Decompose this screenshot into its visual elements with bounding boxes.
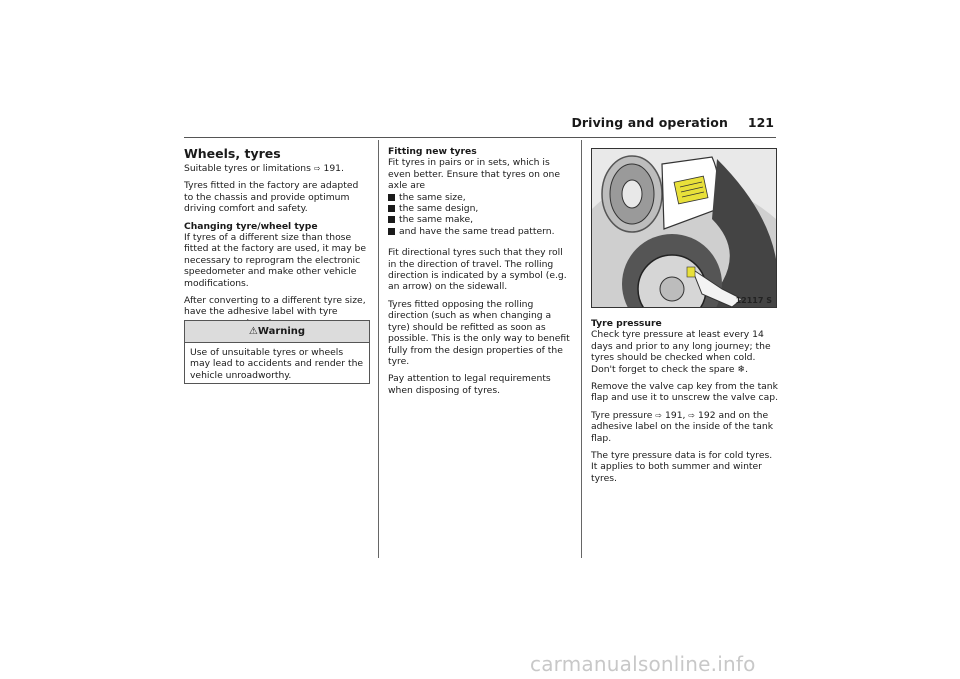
- warning-text: Use of unsuitable tyres or wheels may lead to accidents and render the vehicle unroadworthy.: [190, 347, 364, 381]
- section-heading: Wheels, tyres: [184, 146, 281, 161]
- spare-wheel-icon: ❄: [737, 363, 746, 375]
- paragraph: Tyres fitted opposing the rolling direction (such as when changing a tyre) should be refitted as soon as possible. This is the only way to benefit fully from the design properties of the tyre.: [388, 298, 570, 367]
- bullet-icon: [388, 228, 395, 235]
- bullet-icon: [388, 205, 395, 212]
- paragraph: The tyre pressure data is for cold tyres. It applies to both summer and winter tyres.: [591, 450, 773, 484]
- reference-arrow-icon: ⇨: [313, 164, 321, 173]
- list-item: the same size,: [388, 192, 574, 203]
- page-number: 121: [747, 115, 774, 130]
- paragraph: Tyres fitted in the factory are adapted to the chassis and provide optimum driving comfort and safety.: [184, 180, 359, 215]
- subheading: Changing tyre/wheel type: [184, 220, 318, 232]
- list-item: and have the same tread pattern.: [388, 226, 574, 237]
- warning-title: Warning: [257, 326, 306, 337]
- paragraph: Tyre pressure ⇨ 191, ⇨ 192 and on the adhesive label on the inside of the tank flap.: [591, 409, 774, 444]
- column-left: [184, 146, 370, 335]
- paragraph: Suitable tyres or limitations ⇨ 191.: [184, 163, 344, 174]
- list-item: the same make,: [388, 214, 574, 225]
- page-reference-link[interactable]: 191.: [323, 163, 344, 174]
- paragraph: After converting to a different tyre size, have the adhesive label with tyre: [184, 295, 366, 318]
- reference-arrow-icon: ⇨: [655, 410, 663, 420]
- paragraph: If tyres of a different size than those fitted at the factory are used, it may be necessary to reprogram the electronic speedometer and make other vehicle modifications.: [184, 232, 367, 289]
- column-divider-1: [378, 140, 379, 558]
- tyre-valve-photo: [591, 148, 777, 308]
- subheading: Fitting new tyres: [388, 146, 477, 157]
- watermark: carmanualsonline.info: [530, 652, 756, 676]
- column-middle: [388, 146, 574, 402]
- page-reference-link[interactable]: 191,: [665, 409, 689, 421]
- list-item: the same design,: [388, 203, 574, 214]
- tank-flap-illustration: [592, 149, 776, 307]
- bullet-list: [388, 192, 574, 238]
- paragraph: Check tyre pressure at least every 14 days and prior to any long journey; the tyres should be checked when cold. Don't forget to check the spare ❄.: [591, 329, 771, 375]
- warning-triangle-icon: ⚠: [248, 326, 258, 337]
- paragraph: Fit tyres in pairs or in sets, which is even better. Ensure that tyres on one axle are: [388, 157, 560, 192]
- paragraph: Fit directional tyres such that they roll in the direction of travel. The rolling direction is indicated by a symbol (e.g. an arrow) on the sidewall.: [388, 247, 567, 293]
- page-reference-link[interactable]: 192 and on the adhesive label on the inside of the tank flap.: [591, 409, 774, 444]
- figure-code: 12117 S: [735, 296, 772, 305]
- paragraph: Pay attention to legal requirements when disposing of tyres.: [388, 373, 551, 396]
- bullet-icon: [388, 194, 395, 201]
- bullet-icon: [388, 216, 395, 223]
- reference-arrow-icon: ⇨: [688, 410, 696, 420]
- warning-header: [185, 321, 369, 343]
- subheading: Tyre pressure: [591, 318, 662, 329]
- paragraph: Remove the valve cap key from the tank flap and use it to unscrew the valve cap.: [591, 381, 778, 404]
- column-right: [591, 318, 779, 490]
- column-divider-2: [581, 140, 582, 558]
- warning-box: [184, 320, 370, 384]
- page-header: [184, 115, 776, 138]
- header-title: Driving and operation: [571, 115, 728, 130]
